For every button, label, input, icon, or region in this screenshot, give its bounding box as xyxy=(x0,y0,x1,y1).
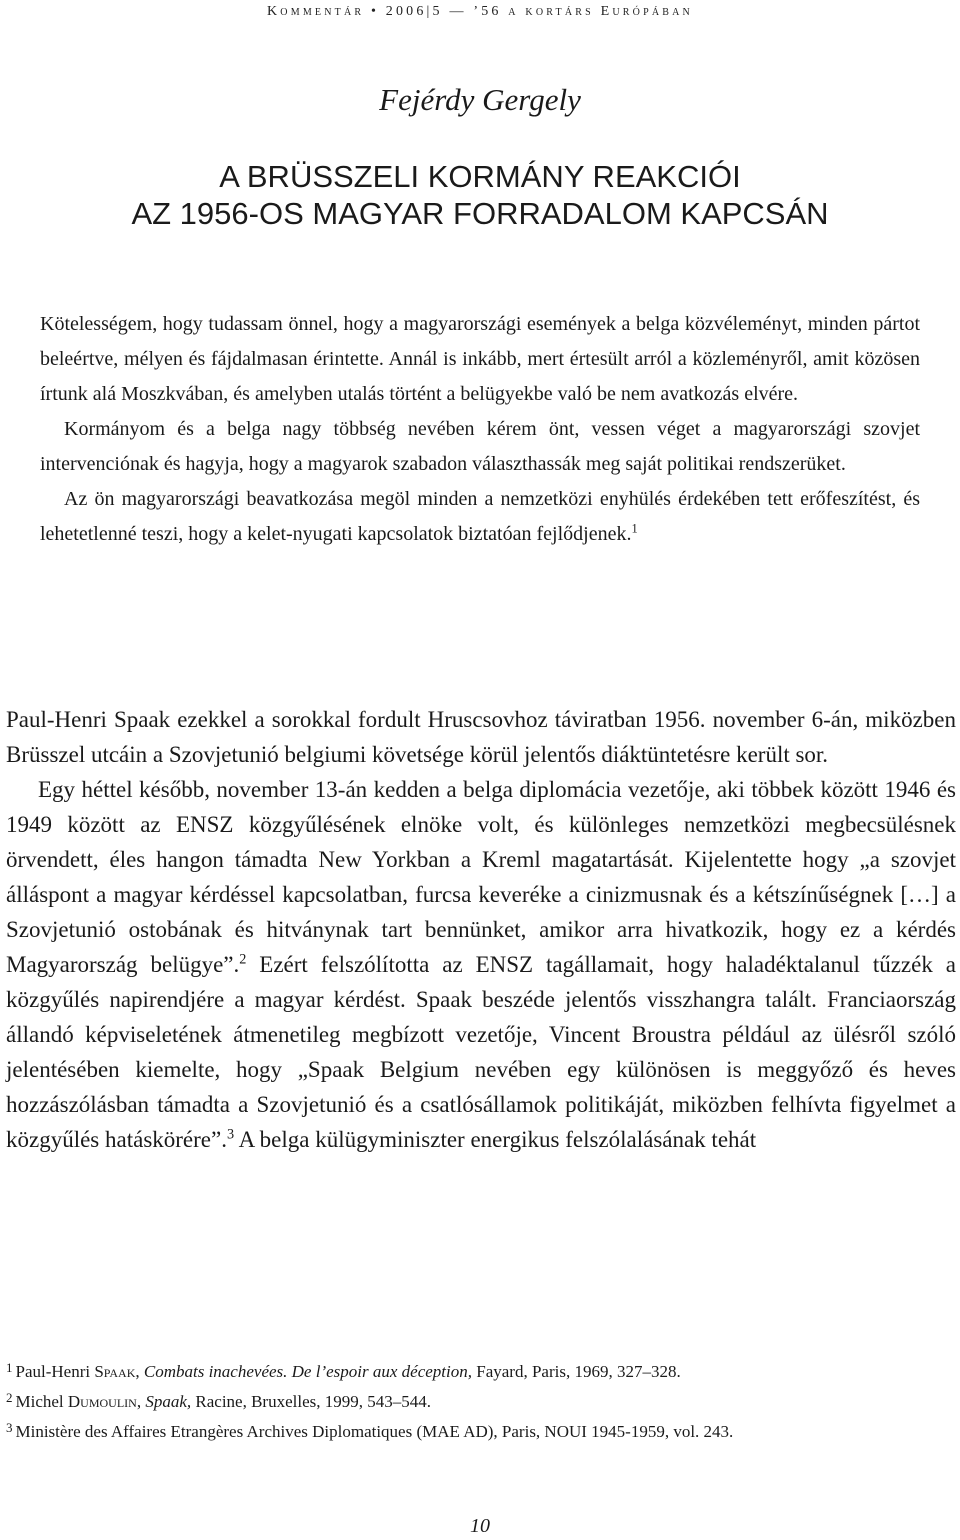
footnote-2-text-a: Michel xyxy=(15,1392,68,1411)
article-title xyxy=(0,158,960,232)
quote-paragraph-1: Kötelességem, hogy tudassam önnel, hogy a magyarországi események a belga közvéleményt, minden pártot beleértve, mélyen és fájdalmasan érintette. Annál is inkább, mert értesült arról a közleményről, amit közösen írtunk alá Moszkvában, és amelyben utalás történt a belügyekbe való be nem avatkozás elvére. xyxy=(40,313,920,405)
body-paragraph-2 xyxy=(6,772,956,1157)
footnote-1-author-surname: Spaak xyxy=(94,1362,136,1381)
footnote-1-text-a: Paul-Henri xyxy=(15,1362,95,1381)
quote-paragraph-3-text: Az ön magyarországi beavatkozása megöl minden a nemzetközi enyhülés érdekében tett erőfeszítést, és lehetetlenné teszi, hogy a kelet-nyugati kapcsolatok biztatóan fejlődjenek. xyxy=(40,488,920,545)
footnote-2 xyxy=(6,1385,956,1415)
quote-paragraph-2: Kormányom és a belga nagy többség nevében kérem önt, vessen véget a magyarországi szovjet intervenciónak és hagyja, hogy a magyarok szabadon választhassák meg saját politikai rendszerüket. xyxy=(40,418,920,475)
article-body xyxy=(6,702,956,1157)
page-number: 10 xyxy=(470,1515,490,1537)
quote-paragraph-3 xyxy=(40,482,920,552)
footnotes xyxy=(6,1355,956,1445)
body-paragraph-2-part-b: Ezért felszólította az ENSZ tagállamait, hogy haladéktalanul tűzzék a közgyűlés napirendjére a magyar kérdést. Spaak beszéde jelentős visszhangra talált. Franciaország állandó képviseletének átmenetileg megbízott vezetője, Vincent Broustra például az ülésről szóló jelentésében kiemelte, hogy „Spaak Belgium nevében egy különösen is meggyőző és heves hozzászólásban támadta a Szovjetunió és a csatlósállamok politikáját, miközben felhívta figyelmet a közgyűlés hatáskörére”. xyxy=(6,952,956,1152)
footnote-1-book-title: Combats inachevées. De l’espoir aux déception, xyxy=(143,1362,472,1381)
footnote-3-number: 3 xyxy=(6,1420,13,1435)
footnote-1-number: 1 xyxy=(6,1360,13,1375)
footnote-1-text-b: , xyxy=(135,1362,144,1381)
footnote-2-author-surname: Dumoulin xyxy=(67,1392,137,1411)
article-title-line-1: A BRÜSSZELI KORMÁNY REAKCIÓI xyxy=(219,159,741,194)
footnote-3-text: Ministère des Affaires Etrangères Archives Diplomatiques (MAE AD), Paris, NOUI 1945-1959, vol. 243. xyxy=(15,1422,734,1441)
footnote-1-text-c: Fayard, Paris, 1969, 327–328. xyxy=(471,1362,681,1381)
footnote-2-book-title: Spaak, xyxy=(145,1392,192,1411)
footnote-2-text-c: Racine, Bruxelles, 1999, 543–544. xyxy=(191,1392,431,1411)
article-author: Fejérdy Gergely xyxy=(379,82,581,117)
footnote-ref-3[interactable]: 3 xyxy=(226,1126,235,1143)
footnote-ref-2[interactable]: 2 xyxy=(239,951,247,968)
article-title-line-2: AZ 1956-OS MAGYAR FORRADALOM KAPCSÁN xyxy=(131,196,829,231)
footnote-1 xyxy=(6,1355,956,1385)
body-paragraph-2-part-a: Egy héttel később, november 13-án kedden a belga diplomácia vezetője, aki többek között 1946 és 1949 között az ENSZ közgyűlésének elnöke volt, és különleges nemzetközi megbecsülésnek örvendett, éles hangon támadta New Yorkban a Kreml magatartását. Kijelentette hogy „a szovjet álláspont a magyar kérdéssel kapcsolatban, furcsa keveréke a cinizmusnak és a kétszínűségnek […] a Szovjetunió ostobának és hitványnak tart bennünket, amikor arra hivatkozik, hogy ez a kérdés Magyarország belügye”. xyxy=(6,777,956,977)
running-head: Kommentár • 2006|5 — ’56 a kortárs Európában xyxy=(267,4,693,19)
opening-quote xyxy=(40,307,920,552)
footnote-2-number: 2 xyxy=(6,1390,13,1405)
footnote-3 xyxy=(6,1415,956,1445)
footnote-2-text-b: , xyxy=(136,1392,146,1411)
body-paragraph-1: Paul-Henri Spaak ezekkel a sorokkal fordult Hruscsovhoz táviratban 1956. november 6-án, miközben Brüsszel utcáin a Szovjetunió belgiumi követsége körül jelentős diáktüntetésre került sor. xyxy=(6,707,956,767)
body-paragraph-2-part-c: A belga külügyminiszter energikus felszólalásának tehát xyxy=(234,1127,757,1152)
footnote-ref-1[interactable]: 1 xyxy=(631,521,638,536)
